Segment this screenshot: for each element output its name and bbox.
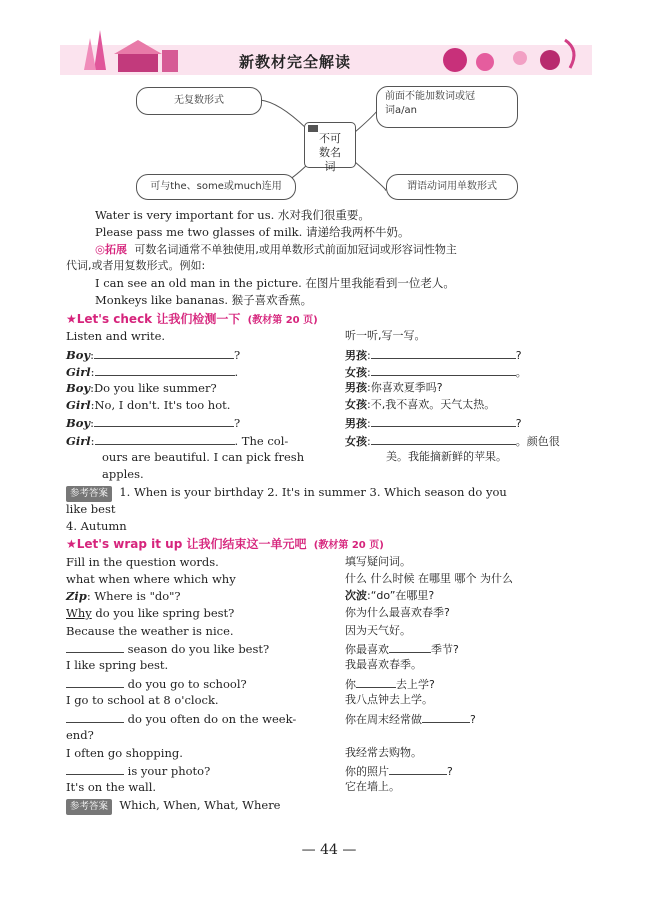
flower-icon [540,50,560,70]
answer-blank[interactable] [389,763,447,775]
dialog-line-cn: 它在墙上。 [345,780,400,793]
answer-blank[interactable] [371,364,516,376]
dialog-line: Girl:No, I don't. It's too hot. [66,398,231,412]
check-heading [66,312,318,328]
dialog-line: Boy:Do you like summer? [66,381,217,395]
dialog-line-cn: 我八点钟去上学。 [345,693,433,706]
check-answer-line-2: like best [66,502,116,516]
flower-icon [476,53,494,71]
expand-label: 拓展 [105,243,128,256]
mindmap-node-singular-verb: 谓语动词用单数形式 [386,174,518,200]
mindmap-node-with-the-some-much: 可与the、some或much连用 [136,174,296,200]
answer-blank[interactable] [389,641,431,653]
dialog-line: do you go to school? [66,676,247,691]
answer-blank[interactable] [66,641,124,653]
answer-blank[interactable] [95,364,235,376]
expand-text: 可数名词通常不单独使用,或用单数形式前面加冠词或形容词性物主 [134,243,457,256]
tree-icon [84,38,96,70]
dialog-line: is your photo? [66,763,210,778]
textbook-ref: (教材第 20 页) [313,540,384,551]
header-decoration-left [60,20,200,78]
example-water: Water is very important for us. 水对我们很重要。 [95,208,370,222]
answer-blank[interactable] [95,433,235,445]
dialog-line: Boy: ? [66,416,241,430]
flower-icon [443,48,467,72]
dialog-line: Why do you like spring best? [66,606,235,620]
header-decoration-right [430,30,595,76]
dialog-line-cn: 次波:“do”在哪里? [345,589,435,602]
speech-bubble-icon [308,125,320,135]
wrap-instruction-cn: 填写疑问词。 [345,555,411,568]
dialog-line: season do you like best? [66,641,269,656]
dialog-line: Zip: Where is "do"? [66,589,181,603]
dialog-line: I like spring best. [66,658,169,672]
answer-blank[interactable] [371,415,516,427]
expand-line-1 [95,242,457,257]
dialog-line-cont: apples. [102,467,144,481]
answer-blank[interactable] [356,676,396,688]
answer-blank[interactable] [371,347,516,359]
dialog-line: Girl: . [66,365,239,379]
check-answer-line-3: 4. Autumn [66,519,127,533]
dialog-line: I go to school at 8 o'clock. [66,693,219,707]
dialog-line-cn: 男孩:你喜欢夏季吗? [345,381,443,394]
answer-blank[interactable] [422,711,470,723]
answer-blank[interactable] [66,676,124,688]
dialog-line-cn-cont: 美。我能摘新鲜的苹果。 [386,450,507,463]
mindmap-node-text: 词a/an [385,105,417,116]
dialog-line: Because the weather is nice. [66,624,234,638]
answer-blank[interactable] [94,347,234,359]
roof-icon [114,40,162,54]
example-old-man: I can see an old man in the picture. 在图片里我能看到一位老人。 [95,276,455,290]
wrap-instruction-en: Fill in the question words. [66,555,219,569]
dialog-line-cn: 我经常去购物。 [345,746,422,759]
dialog-line-cont: end? [66,728,94,742]
dialog-line: It's on the wall. [66,780,157,794]
example-monkeys: Monkeys like bananas. 猴子喜欢香蕉。 [95,293,313,307]
answer-label: 参考答案 [66,486,112,502]
dialog-line-cn: 你在周末经常做 ? [345,713,476,726]
example-milk: Please pass me two glasses of milk. 请递给我两杯牛奶。 [95,225,410,239]
dialog-line-cn: 男孩: ? [345,417,522,430]
expand-icon: ◎ [95,242,106,256]
dialog-line-cn: 女孩: 。 [345,366,527,379]
word-bank-en: what when where which why [66,572,236,586]
mindmap-center [304,122,356,173]
check-answer-line-1: 参考答案 1. When is your birthday 2. It's in summer 3. Which season do you [66,485,507,502]
check-instruction-cn: 听一听,写一写。 [345,329,426,342]
mindmap-center-text: 不可数名词 [319,132,341,173]
dialog-line-cn: 因为天气好。 [345,624,411,637]
answer-blank[interactable] [66,711,124,723]
dialog-line-cn: 我最喜欢春季。 [345,658,422,671]
dialog-line: do you often do on the week- [66,711,296,726]
dialog-line-cn: 女孩:不,我不喜欢。天气太热。 [345,398,496,411]
dialog-line: Boy: ? [66,348,241,362]
dialog-line-cn: 你最喜欢 季节? [345,643,459,656]
page-number: — 44 — [301,842,357,858]
word-bank-cn: 什么 什么时候 在哪里 哪个 为什么 [345,572,513,585]
wrap-answer-line: 参考答案 Which, When, What, Where [66,798,281,815]
answer-blank[interactable] [94,415,234,427]
answer-blank[interactable] [66,763,124,775]
dialog-line-cn: 男孩: ? [345,349,522,362]
dialog-line: I often go shopping. [66,746,183,760]
dialog-line-cn: 你的照片 ? [345,765,453,778]
house-icon [118,54,158,72]
section-heading: ★Let's check 让我们检测一下 [66,312,241,326]
answer-label: 参考答案 [66,799,112,815]
section-heading: ★Let's wrap it up 让我们结束这一单元吧 [66,537,307,551]
answer-blank[interactable] [371,433,516,445]
expand-line-2: 代词,或者用复数形式。例如: [66,259,206,272]
page-header-title: 新教材完全解读 [238,53,351,71]
mindmap-node-text: 前面不能加数词或冠 [385,91,475,102]
dialog-line-cont: ours are beautiful. I can pick fresh [102,450,305,464]
mindmap-node-no-plural: 无复数形式 [136,87,262,115]
dialog-line: Girl: . The col- [66,434,289,448]
tree-icon [94,30,106,70]
dialog-line-cn: 你 去上学? [345,678,435,691]
dialog-line-cn: 你为什么最喜欢春季? [345,606,450,619]
dialog-line-cn: 女孩: 。颜色很 [345,435,560,448]
mindmap-node-no-article [376,86,518,128]
check-instruction-en: Listen and write. [66,329,166,343]
textbook-ref: (教材第 20 页) [247,315,318,326]
wrap-heading [66,537,384,553]
